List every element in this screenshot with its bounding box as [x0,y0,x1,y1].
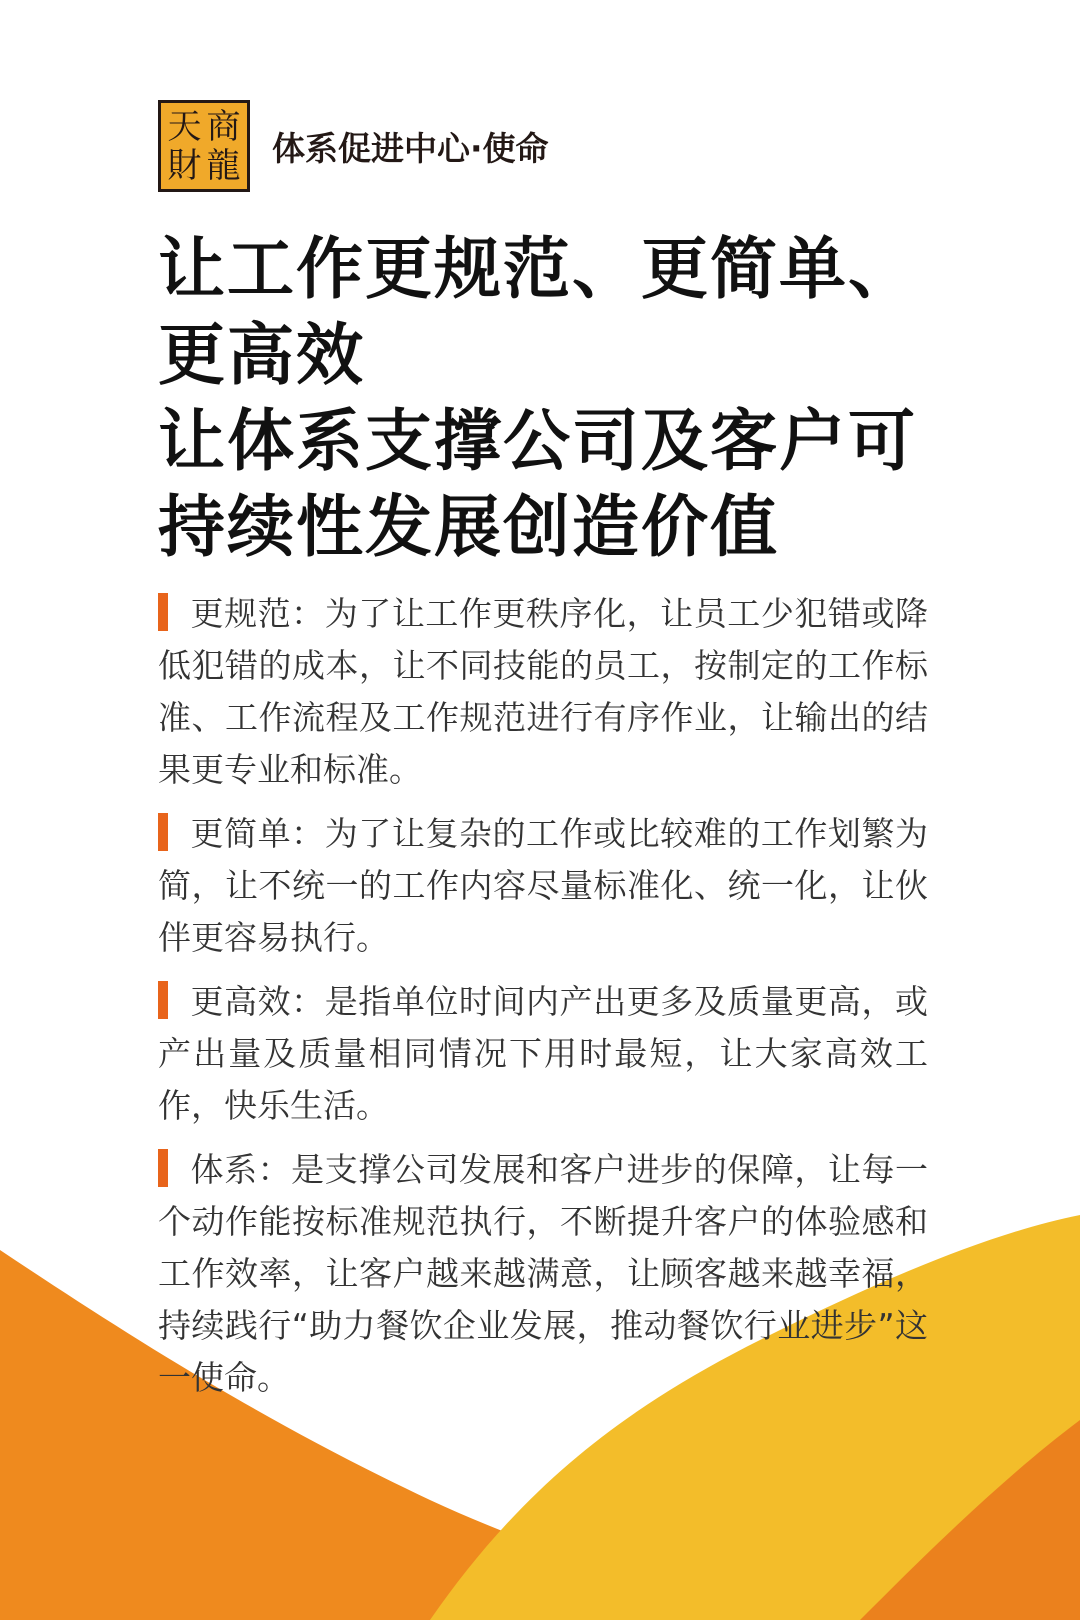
section-text: 更简单：为了让复杂的工作或比较难的工作划繁为简，让不统一的工作内容尽量标准化、统一化，让伙伴更容易执行。 [158,814,928,957]
section-efficiency [158,976,928,1132]
section-marker [158,593,168,631]
logo-char: 商 [206,106,241,147]
headline [158,226,928,570]
headline-line: 更高效 [158,316,365,394]
section-text: 更规范：为了让工作更秩序化，让员工少犯错或降低犯错的成本，让不同技能的员工，按制定的工作标准、工作流程及工作规范进行有序作业，让输出的结果更专业和标准。 [158,594,928,789]
section-marker [158,1149,168,1187]
org-title: 体系促进中心·使命 [272,128,549,168]
headline-line: 让工作更规范、更简单、 [158,230,917,308]
logo-char: 龍 [206,145,241,186]
section-simplify [158,808,928,964]
section-marker [158,813,168,851]
section-text: 体系：是支撑公司发展和客户进步的保障，让每一个动作能按标准规范执行，不断提升客户的体验感和工作效率，让客户越来越满意，让顾客越来越幸福，持续践行“助力餐饮企业发展，推动餐饮行业进步”这一使命。 [158,1150,928,1397]
section-text: 更高效：是指单位时间内产出更多及质量更高，或产出量及质量相同情况下用时最短，让大家高效工作，快乐生活。 [158,982,928,1125]
header [158,98,928,194]
headline-line: 让体系支撑公司及客户可 [158,402,917,480]
section-system [158,1144,928,1404]
logo-char: 天 [167,106,202,147]
section-marker [158,981,168,1019]
tianshang-cailong-logo [158,100,250,192]
poster-content [158,98,928,1404]
section-standardize [158,588,928,796]
headline-line: 持续性发展创造价值 [158,488,779,566]
logo-char: 財 [167,145,202,186]
